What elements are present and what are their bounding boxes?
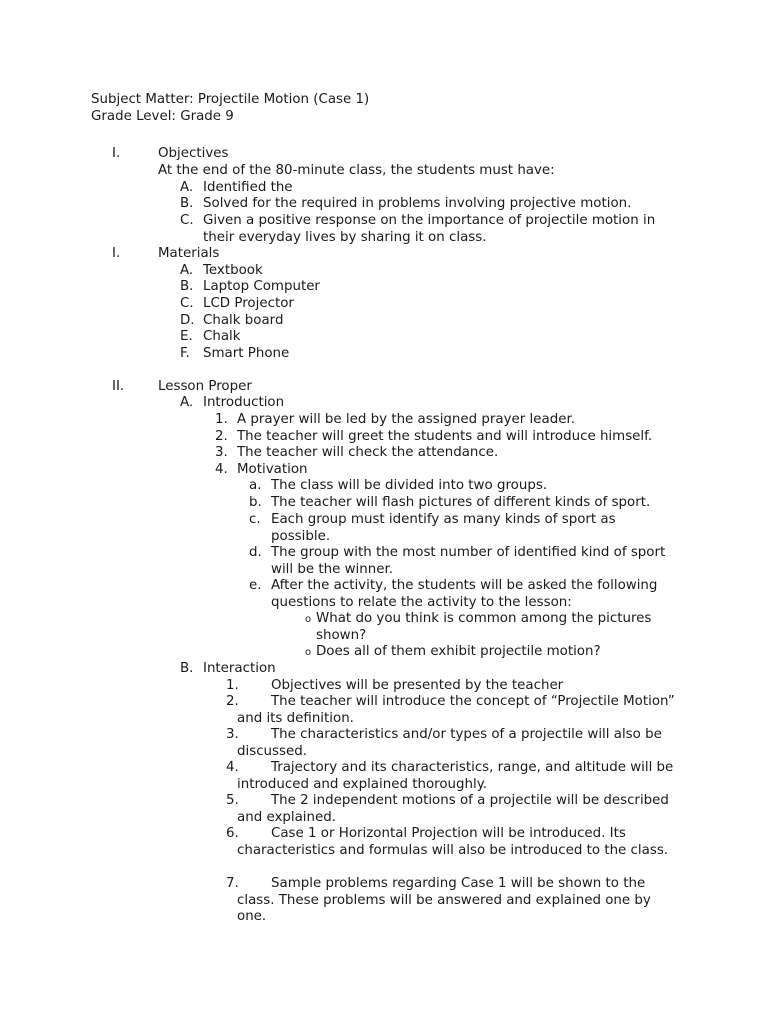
subject-matter: Subject Matter: Projectile Motion (Case 1) <box>91 92 370 107</box>
list-label: D. <box>180 313 195 328</box>
section-number: II. <box>112 379 125 394</box>
bullet-icon: o <box>305 614 312 625</box>
list-item: The teacher will flash pictures of different kinds of sport. <box>271 495 651 510</box>
list-label: 2. <box>215 429 228 444</box>
list-label: e. <box>249 578 262 593</box>
list-item: The teacher will greet the students and will introduce himself. <box>237 429 653 444</box>
list-label: B. <box>180 661 194 676</box>
list-item: LCD Projector <box>203 296 294 311</box>
list-label: 2. <box>226 694 239 709</box>
list-label: E. <box>180 329 193 344</box>
subsection-title-introduction: Introduction <box>203 395 285 410</box>
list-item: Laptop Computer <box>203 279 320 294</box>
section-number: I. <box>112 246 121 261</box>
section-number: I. <box>112 146 121 161</box>
list-label: a. <box>249 478 262 493</box>
list-item: Each group must identify as many kinds of sport as possible. <box>271 512 616 544</box>
list-label: 7. <box>226 876 239 891</box>
list-label: b. <box>249 495 262 510</box>
list-label: A. <box>180 180 194 195</box>
section-title-materials: Materials <box>158 246 220 261</box>
list-item: Objectives will be presented by the teacher <box>271 678 564 693</box>
list-item: Solved for the required in problems involving projective motion. <box>203 196 632 211</box>
list-item: Case 1 or Horizontal Projection will be introduced. Its characteristics and formulas will also be introduced to the class. <box>237 826 669 858</box>
subsection-title-interaction: Interaction <box>203 661 276 676</box>
list-item: Chalk board <box>203 313 284 328</box>
list-label: A. <box>180 263 194 278</box>
list-label: 3. <box>215 445 228 460</box>
list-item: What do you think is common among the pictures shown? <box>316 611 652 643</box>
list-label: C. <box>180 296 194 311</box>
list-item: Chalk <box>203 329 241 344</box>
grade-level: Grade Level: Grade 9 <box>91 109 234 124</box>
list-item: The teacher will check the attendance. <box>237 445 499 460</box>
list-label: 4. <box>215 462 228 477</box>
list-label: A. <box>180 395 194 410</box>
list-item: Trajectory and its characteristics, range, and altitude will be introduced and explained thoroughly. <box>237 760 674 792</box>
objectives-intro: At the end of the 80-minute class, the students must have: <box>158 163 555 178</box>
list-item: The class will be divided into two groups. <box>271 478 548 493</box>
list-label: d. <box>249 545 262 560</box>
list-item: Does all of them exhibit projectile motion? <box>316 644 601 659</box>
list-label: c. <box>249 512 261 527</box>
list-label: B. <box>180 279 194 294</box>
section-title-objectives: Objectives <box>158 146 229 161</box>
list-item: Identified the <box>203 180 293 195</box>
list-item: The characteristics and/or types of a projectile will also be discussed. <box>237 727 662 759</box>
list-label: 3. <box>226 727 239 742</box>
list-label: 1. <box>226 678 239 693</box>
list-item: The teacher will introduce the concept of “Projectile Motion” and its definition. <box>237 694 675 726</box>
list-item: Smart Phone <box>203 346 290 361</box>
list-item: Sample problems regarding Case 1 will be shown to the class. These problems will be answered and explained one by one. <box>237 876 651 925</box>
list-item: Textbook <box>203 263 263 278</box>
list-label: 1. <box>215 412 228 427</box>
list-label: 5. <box>226 793 239 808</box>
list-label: F. <box>180 346 190 361</box>
list-item: Given a positive response on the importance of projectile motion in their everyday lives by sharing it on class. <box>203 213 656 245</box>
list-item: Motivation <box>237 462 308 477</box>
bullet-icon: o <box>305 647 312 658</box>
list-item: The group with the most number of identified kind of sport will be the winner. <box>271 545 666 577</box>
list-item: The 2 independent motions of a projectile will be described and explained. <box>237 793 669 825</box>
list-label: 6. <box>226 826 239 841</box>
list-item: After the activity, the students will be asked the following questions to relate the activity to the lesson: <box>271 578 658 610</box>
list-label: C. <box>180 213 194 228</box>
list-label: B. <box>180 196 194 211</box>
list-item: A prayer will be led by the assigned prayer leader. <box>237 412 575 427</box>
section-title-lesson: Lesson Proper <box>158 379 252 394</box>
list-label: 4. <box>226 760 239 775</box>
